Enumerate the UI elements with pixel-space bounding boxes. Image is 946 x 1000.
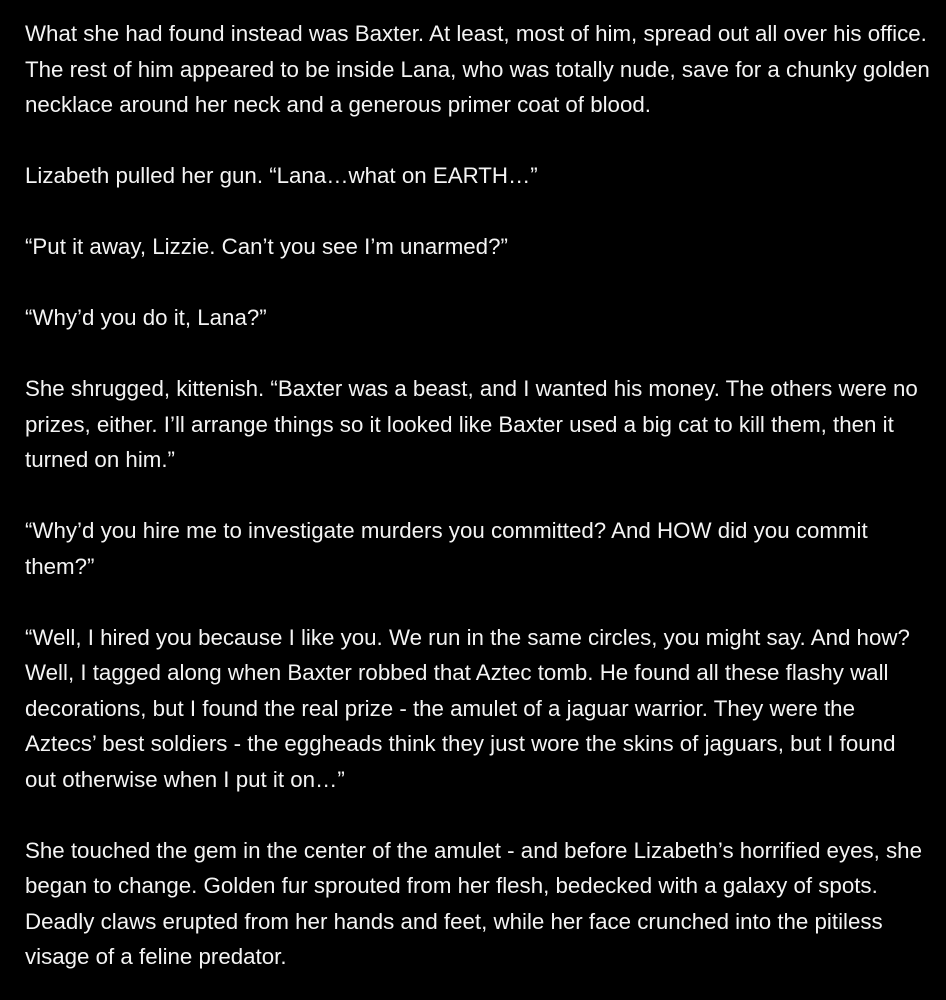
- paragraph-1: What she had found instead was Baxter. At least, most of him, spread out all over his office. The rest of him appeared to be inside Lana, who was totally nude, save for a chunky golden necklace around her neck and a generous primer coat of blood.: [25, 21, 930, 117]
- paragraph-6: “Why’d you hire me to investigate murders you committed? And HOW did you commit them?”: [25, 518, 868, 579]
- paragraph-5: She shrugged, kittenish. “Baxter was a beast, and I wanted his money. The others were no prizes, either. I’ll arrange things so it looked like Baxter used a big cat to kill them, then it turned on him.”: [25, 376, 918, 472]
- paragraph-7: “Well, I hired you because I like you. We run in the same circles, you might say. And how? Well, I tagged along when Baxter robbed that Aztec tomb. He found all these flashy wall decorations, but I found the real prize - the amulet of a jaguar warrior. They were the Aztecs’ best soldiers - the eggheads think they just wore the skins of jaguars, but I found out otherwise when I put it on…”: [25, 624, 910, 792]
- paragraph-3: “Put it away, Lizzie. Can’t you see I’m unarmed?”: [25, 234, 508, 259]
- paragraph-2: Lizabeth pulled her gun. “Lana…what on EARTH…”: [25, 163, 538, 188]
- paragraph-4: “Why’d you do it, Lana?”: [25, 305, 267, 330]
- story-text: [25, 16, 930, 975]
- paragraph-8: She touched the gem in the center of the amulet - and before Lizabeth’s horrified eyes, she began to change. Golden fur sprouted from her flesh, bedecked with a galaxy of spots. Deadly claws erupted from her hands and feet, while her face crunched into the pitiless visage of a feline predator.: [25, 837, 922, 969]
